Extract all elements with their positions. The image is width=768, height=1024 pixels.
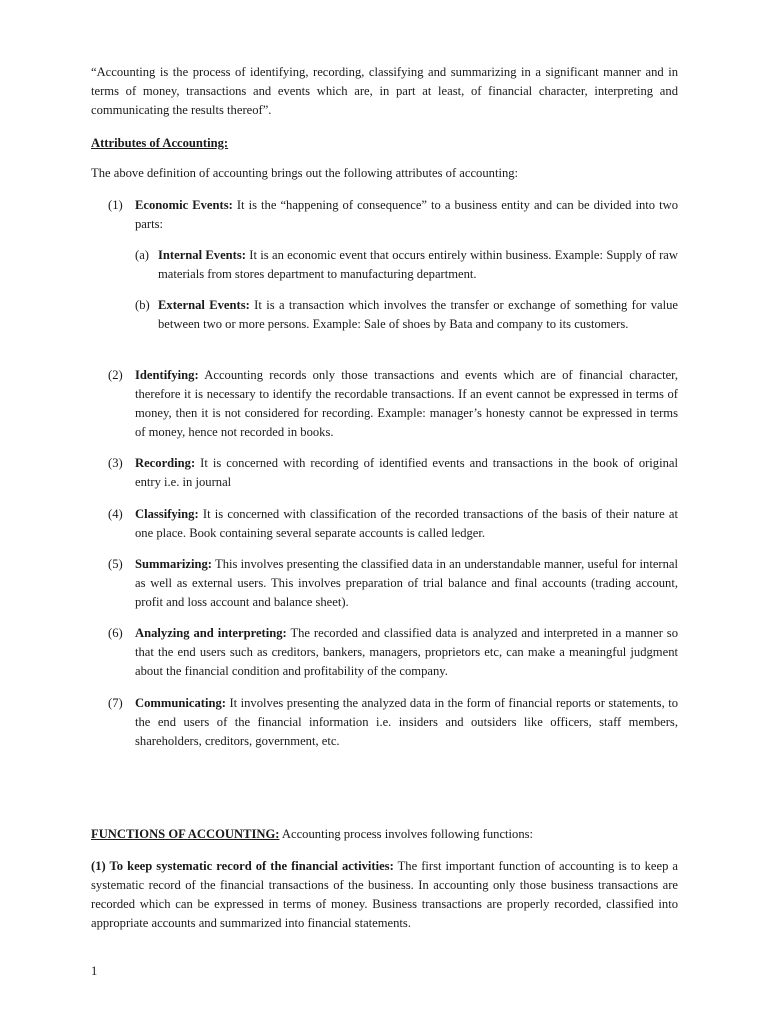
sub-item-internal-events [135, 246, 678, 284]
item-body: It is the “happening of consequence” to a business entity and can be divided into two parts: [135, 198, 678, 231]
item-text [135, 624, 678, 681]
item-body: Accounting records only those transactions and events which are of financial character, therefore it is necessary to identify the recordable transactions. If an event cannot be expressed in terms of money, then it is not considered for recording. Example: manager’s honesty cannot be expressed in terms of money, hence not recorded in books. [135, 368, 678, 439]
item-number: (2) [108, 368, 123, 382]
functions-heading-text: Accounting process involves following functions: [279, 827, 534, 841]
item-text [135, 454, 678, 492]
item-body: It is concerned with classification of the recorded transactions of the basis of their nature at one place. Book containing several separate accounts is called ledger. [135, 507, 678, 540]
function-item-1 [91, 857, 678, 933]
sub-item-external-events [135, 296, 678, 334]
item-text [135, 694, 678, 751]
item-body: It is concerned with recording of identified events and transactions in the book of original entry i.e. in journal [135, 456, 678, 489]
attribute-item-summarizing [108, 555, 678, 612]
sub-item-text [158, 246, 678, 284]
item-term: Identifying: [135, 368, 199, 382]
item-term: Economic Events: [135, 198, 233, 212]
item-body: It involves presenting the analyzed data in the form of financial reports or statements, to the end users of the financial information i.e. insiders and outsiders like officers, staff members, shareholders, creditors, government, etc. [135, 696, 678, 748]
item-number: (5) [108, 557, 123, 571]
attribute-item-communicating [108, 694, 678, 751]
item-number: (1) [108, 198, 123, 212]
definition-paragraph: “Accounting is the process of identifying, recording, classifying and summarizing in a significant manner and in terms of money, transactions and events which are, in part at least, of financial character, interpreting and communicating the results thereof”. [91, 65, 678, 117]
sub-item-body: It is an economic event that occurs entirely within business. Example: Supply of raw materials from stores department to manufacturing department. [158, 248, 678, 281]
item-text [135, 555, 678, 612]
sub-item-number: (b) [135, 298, 150, 312]
attribute-item-identifying [108, 366, 678, 442]
item-number: (3) [108, 456, 123, 470]
attributes-heading: Attributes of Accounting: [91, 136, 229, 150]
attribute-item-economic-events [108, 196, 678, 234]
functions-heading: FUNCTIONS OF ACCOUNTING: [91, 827, 280, 841]
functions-heading-line [91, 825, 678, 844]
sub-item-text [158, 296, 678, 334]
item-text [135, 366, 678, 442]
item-term: Classifying: [135, 507, 199, 521]
attribute-item-classifying [108, 505, 678, 543]
item-term: Summarizing: [135, 557, 212, 571]
item-body: The recorded and classified data is analyzed and interpreted in a manner so that the end users such as creditors, bankers, managers, proprietors etc, can make a meaningful judgment about the financial condition and profitability of the company. [135, 626, 678, 678]
function-item-body: The first important function of accounting is to keep a systematic record of the financial transactions of the business. In accounting only those business transactions are recorded which can be expressed in terms of money. Business transactions are properly recorded, classified into appropriate accounts and summarized into financial statements. [91, 859, 679, 930]
item-text [135, 505, 678, 543]
item-term: Analyzing and interpreting: [135, 626, 287, 640]
item-body: This involves presenting the classified data in an understandable manner, useful for internal as well as external users. This involves preparation of trial balance and final accounts (trading account, profit and loss account and balance sheet). [135, 557, 678, 609]
page-number: 1 [91, 964, 98, 978]
attribute-item-analyzing [108, 624, 678, 681]
item-number: (6) [108, 626, 123, 640]
sub-item-term: Internal Events: [158, 248, 246, 262]
sub-item-body: It is a transaction which involves the transfer or exchange of something for value between two or more persons. Example: Sale of shoes by Bata and company to its customers. [158, 298, 678, 331]
item-text [135, 196, 678, 234]
sub-item-number: (a) [135, 248, 149, 262]
item-number: (4) [108, 507, 123, 521]
function-item-term: (1) To keep systematic record of the financial activities: [91, 859, 394, 873]
item-term: Communicating: [135, 696, 226, 710]
attributes-intro: The above definition of accounting brings out the following attributes of accounting: [91, 166, 519, 180]
sub-item-term: External Events: [158, 298, 250, 312]
attribute-item-recording [108, 454, 678, 492]
item-term: Recording: [135, 456, 196, 470]
item-number: (7) [108, 696, 123, 710]
